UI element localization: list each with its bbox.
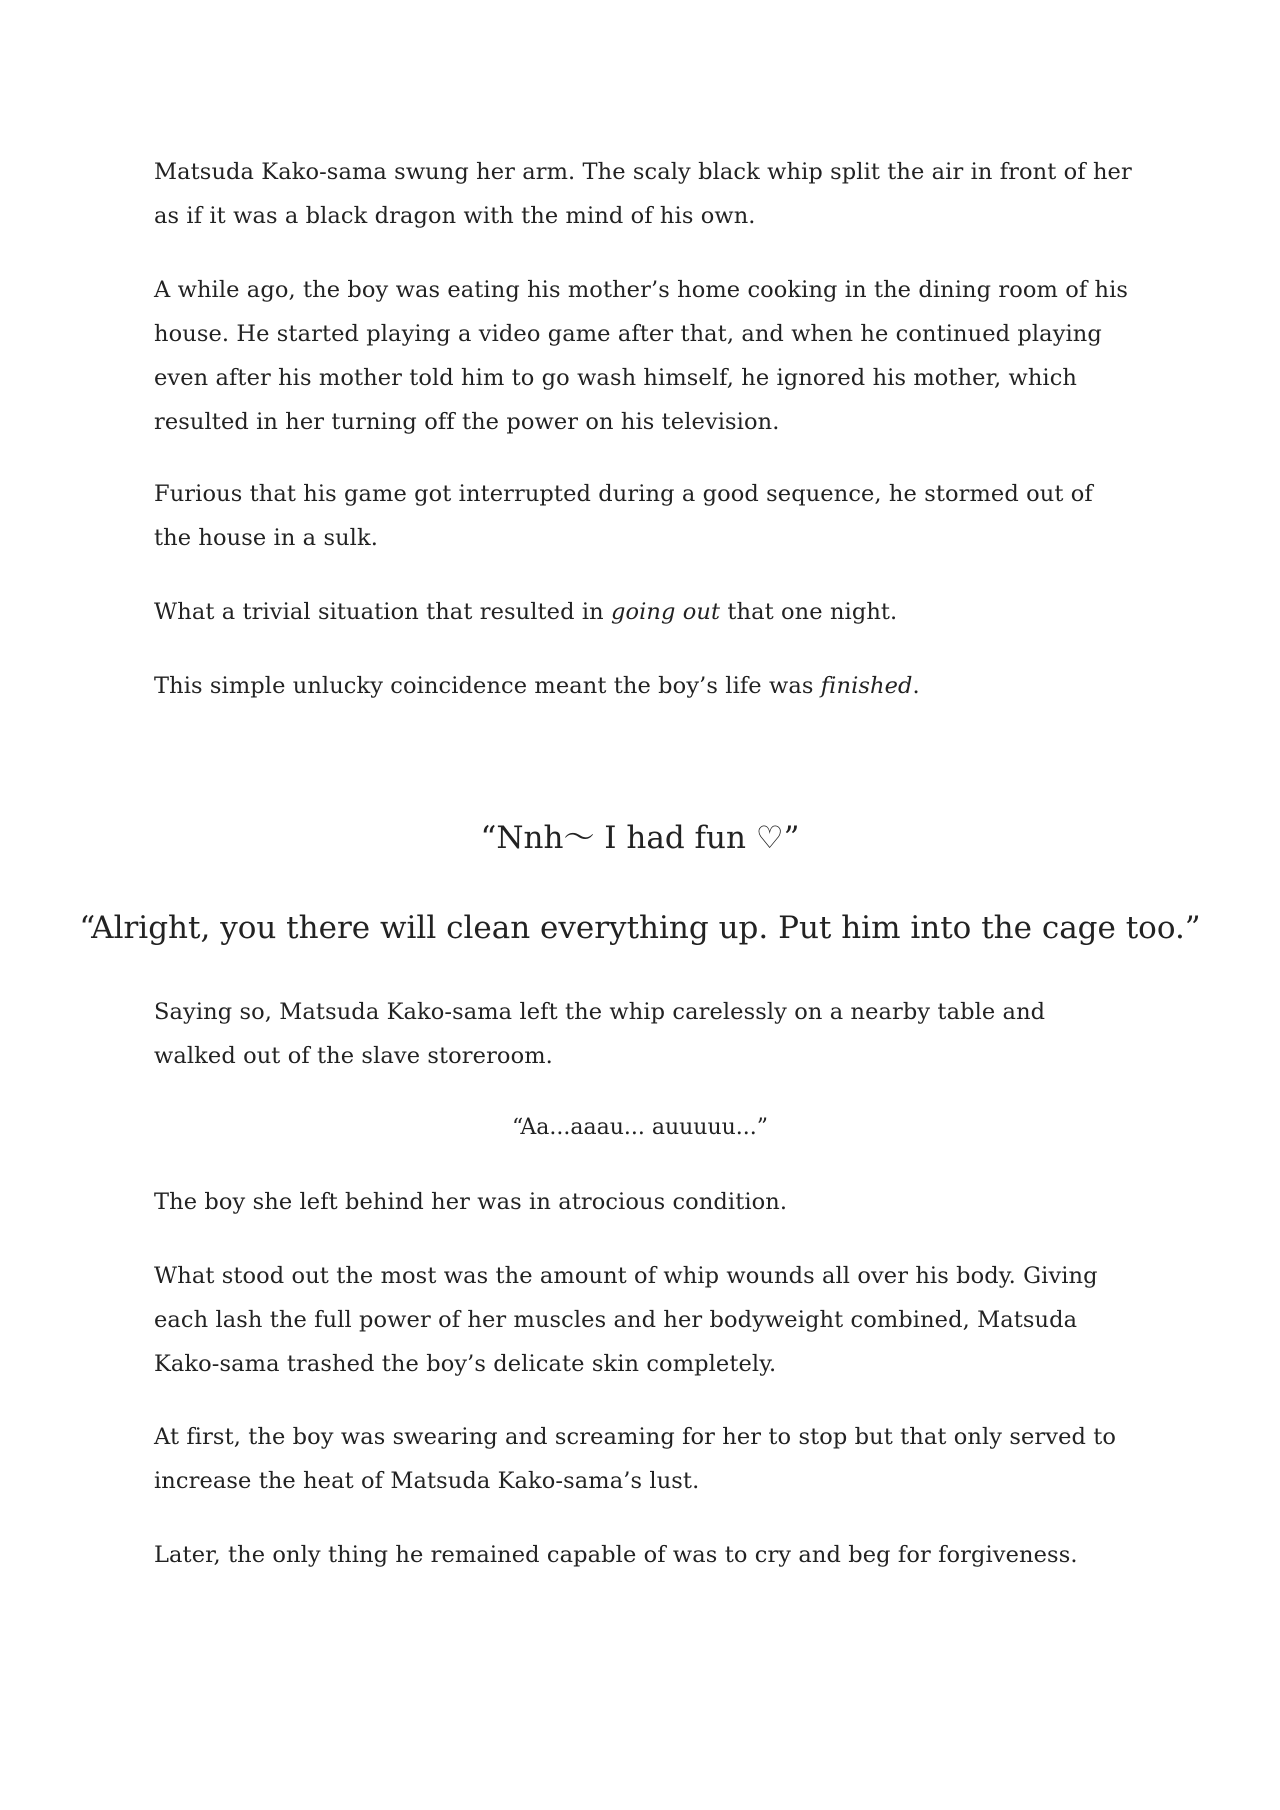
paragraph-stormed-out: Furious that his game got interrupted during a good sequence, he stormed out of the house in a sulk.: [154, 481, 1093, 551]
text-run: that one night.: [720, 599, 898, 625]
paragraph-backstory: A while ago, the boy was eating his mother’s home cooking in the dining room of his house. He started playing a video game after that, and when he continued playing even after his mother told him to go wash himself, he ignored his mother, which resulted in her turning off the power on his television.: [154, 277, 1129, 435]
dialogue-had-fun: “Nnh〜 I had fun ♡”: [480, 820, 800, 856]
paragraph-unlucky-coincidence: [154, 664, 1134, 708]
emphasis-finished: finished: [820, 673, 913, 699]
paragraph-whip-swing: Matsuda Kako-sama swung her arm. The scaly black whip split the air in front of her as if it was a black dragon with the mind of his own.: [154, 159, 1132, 229]
paragraph-swearing: At first, the boy was swearing and screaming for her to stop but that only served to increase the heat of Matsuda Kako-sama’s lust.: [154, 1424, 1117, 1494]
paragraph-whip-wounds: What stood out the most was the amount of whip wounds all over his body. Giving each lash the full power of her muscles and her bodyweight combined, Matsuda Kako-sama trashed the boy’s delicate skin completely.: [154, 1263, 1098, 1377]
text-run: .: [912, 673, 920, 699]
paragraph-beg-forgiveness: Later, the only thing he remained capable of was to cry and beg for forgiveness.: [154, 1542, 1078, 1568]
text-run: What a trivial situation that resulted in: [154, 599, 611, 625]
dialogue-clean-up: “Alright, you there will clean everything up. Put him into the cage too.”: [79, 910, 1201, 946]
text-run: This simple unlucky coincidence meant the boy’s life was: [154, 673, 821, 699]
paragraph-left-whip: Saying so, Matsuda Kako-sama left the whip carelessly on a nearby table and walked out of the slave storeroom.: [154, 999, 1046, 1069]
paragraph-trivial-situation: [154, 590, 1134, 634]
dialogue-moan: “Aa...aaau... auuuuu...”: [511, 1115, 769, 1140]
emphasis-going-out: going out: [610, 599, 721, 625]
paragraph-atrocious-condition: The boy she left behind her was in atrocious condition.: [154, 1189, 788, 1215]
